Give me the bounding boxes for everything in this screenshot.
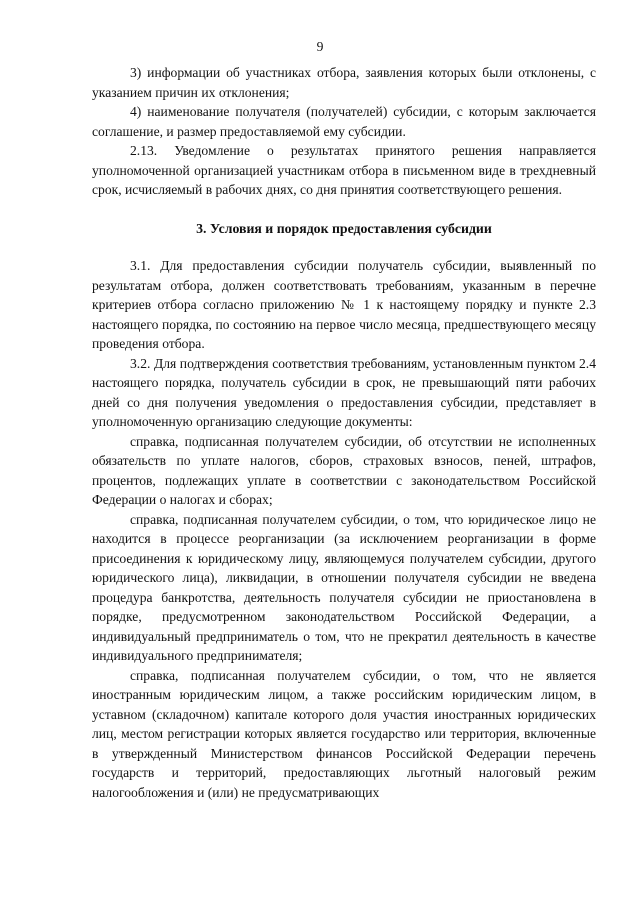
spacer — [92, 238, 596, 256]
section-heading: 3. Условия и порядок предоставления субсидии — [196, 220, 492, 236]
document-body — [92, 63, 596, 802]
paragraph-certificate-taxes: справка, подписанная получателем субсидии, об отсутствии не исполненных обязательств по уплате налогов, сборов, страховых взносов, пеней, штрафов, процентов, подлежащих уплате в соответствии с законодательством Российской Федерации о налогах и сборах; — [92, 433, 596, 507]
paragraph-certificate-reorganization: справка, подписанная получателем субсидии, о том, что юридическое лицо не находится в процессе реорганизации (за исключением реорганизации в форме присоединения к юридическому лицу, являющемуся получателем субсидии, другого юридического лица), ликвидации, в отношении получателя субсидии не введена процедура банкротства, деятельность получателя субсидии не приостановлена в порядке, предусмотренном законодательством Российской Федерации, а индивидуальный предприниматель о том, что не прекратил деятельность в качестве индивидуального предпринимателя; — [92, 511, 596, 663]
paragraph-2-13: 2.13. Уведомление о результатах принятого решения направляется уполномоченной организацией участникам отбора в письменном виде в трехдневный срок, исчисляемый в рабочих днях, со дня принятия соответствующего решения. — [92, 143, 596, 197]
spacer — [92, 200, 596, 219]
paragraph-3-2: 3.2. Для подтверждения соответствия требованиям, установленным пунктом 2.4 настоящего порядка, получатель субсидии в срок, не превышающий пяти рабочих дней со дня получения уведомления о предоставления субсидии, представляет в уполномоченную организацию следующие документы: — [92, 355, 596, 429]
paragraph-3-1: 3.1. Для предоставления субсидии получатель субсидии, выявленный по результатам отбора, должен соответствовать требованиям, указанным в перечне критериев отбора согласно приложению № 1 к настоящему порядку и пункте 2.3 настоящего порядка, по состоянию на первое число месяца, предшествующего месяцу проведения отбора. — [92, 258, 596, 351]
page-number: 9 — [316, 39, 324, 54]
paragraph-item-3: 3) информации об участниках отбора, заявления которых были отклонены, с указанием причин их отклонения; — [92, 65, 596, 100]
paragraph-certificate-foreign: справка, подписанная получателем субсидии, о том, что не является иностранным юридическим лицом, а также российским юридическим лицом, в уставном (складочном) капитале которого доля участия иностранных юридических лиц, местом регистрации которых является государство или территория, включенные в утвержденный Министерством финансов Российской Федерации перечень государств и территорий, предоставляющих льготный налоговый режим налогообложения и (или) не предусматривающих — [92, 667, 596, 800]
paragraph-item-4: 4) наименование получателя (получателей) субсидии, с которым заключается соглашение, и размер предоставляемой ему субсидии. — [92, 104, 596, 139]
